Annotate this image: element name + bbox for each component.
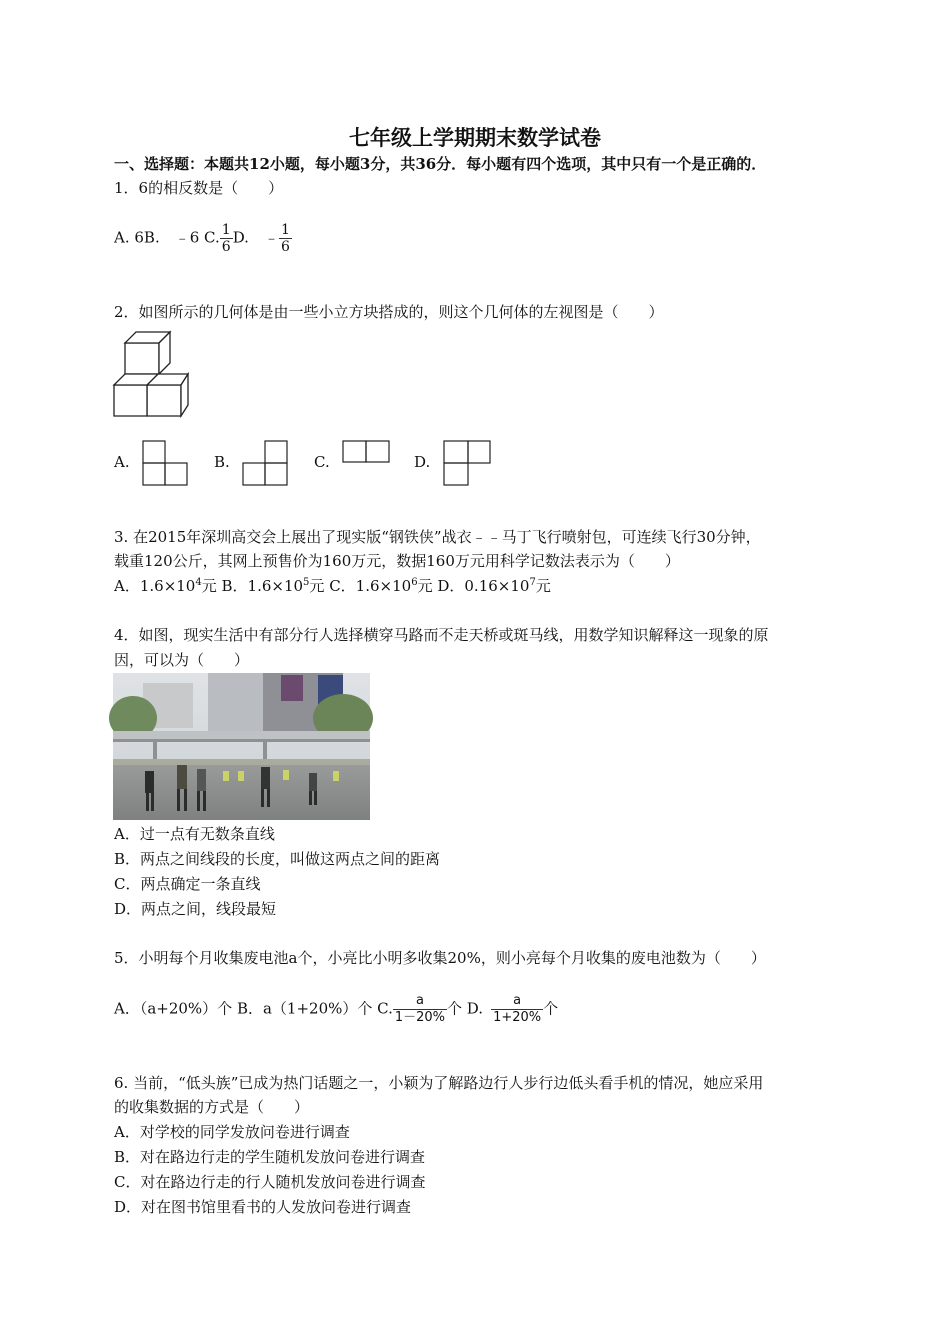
q2-option-c-figure bbox=[342, 440, 390, 466]
q5-d-numerator: a bbox=[513, 993, 522, 1008]
q1-option-a: A. 6 bbox=[114, 228, 144, 247]
q3-options bbox=[114, 576, 551, 596]
section-heading: 一、选择题：本题共12小题，每小题3分，共36分．每小题有四个选项，其中只有一个是正确的． bbox=[114, 155, 767, 173]
q5-stem: 5．小明每个月收集废电池a个，小亮比小明多收集20%，则小亮每个月收集的废电池数为（ ） bbox=[114, 949, 766, 967]
q2-cube-figure bbox=[112, 330, 192, 420]
q2-option-d-label: D. bbox=[414, 453, 431, 471]
q2-option-d-figure bbox=[443, 440, 493, 488]
q5-d-denominator: 1+20% bbox=[493, 1010, 542, 1025]
q4-option-d: D．两点之间，线段最短 bbox=[114, 900, 277, 918]
q3-option-a-unit: 元 bbox=[201, 577, 217, 595]
page-title: 七年级上学期期末数学试卷 bbox=[349, 125, 601, 150]
q5-options-ab: A．（a+20%）个 B．a（1+20%）个 C. bbox=[114, 999, 393, 1018]
q1-option-d-prefix: D. ﹣ bbox=[232, 228, 279, 247]
q3-option-a-exponent: 4 bbox=[195, 577, 202, 588]
q1-stem: 1．6的相反数是（ ） bbox=[114, 179, 284, 197]
q2-option-a-label: A. bbox=[114, 453, 130, 471]
q3-option-b-unit: 元 bbox=[309, 577, 325, 595]
q6-line1: 6. 当前，“低头族”已成为热门话题之一，小颖为了解路边行人步行边低头看手机的情况，她应采用 bbox=[114, 1074, 764, 1092]
q5-option-d-suffix: 个 bbox=[543, 999, 559, 1018]
q5-option-c-suffix: 个 D. bbox=[447, 999, 484, 1018]
q1-d-denominator: 6 bbox=[280, 239, 290, 255]
q4-line1: 4．如图，现实生活中有部分行人选择横穿马路而不走天桥或斑马线，用数学知识解释这一现象的原 bbox=[114, 626, 769, 644]
q2-stem: 2．如图所示的几何体是由一些小立方块搭成的，则这个几何体的左视图是（ ） bbox=[114, 303, 664, 321]
q3-option-b-exponent: 5 bbox=[303, 577, 310, 588]
q2-option-b-label: B. bbox=[214, 453, 230, 471]
q5-options bbox=[114, 993, 558, 1026]
q4-option-b: B．两点之间线段的长度，叫做这两点之间的距离 bbox=[114, 850, 441, 868]
q6-option-d: D．对在图书馆里看书的人发放问卷进行调查 bbox=[114, 1198, 412, 1216]
q3-option-c-exponent: 6 bbox=[411, 577, 418, 588]
q3-option-b: B．1.6×10 bbox=[216, 577, 304, 595]
q5-c-denominator: 1－20% bbox=[394, 1010, 446, 1025]
q5-option-d-fraction bbox=[491, 993, 543, 1026]
q1-option-b: B. ﹣6 bbox=[143, 228, 200, 247]
q3-line1: 3. 在2015年深圳高交会上展出了现实版“钢铁侠”战衣﹣﹣马丁飞行喷射包，可连续飞行30分钟， bbox=[114, 528, 761, 546]
q1-options bbox=[114, 222, 292, 255]
q5-option-c-fraction bbox=[393, 993, 447, 1026]
q4-street-photo bbox=[113, 673, 370, 820]
q6-option-a: A．对学校的同学发放问卷进行调查 bbox=[114, 1123, 350, 1141]
q5-c-numerator: a bbox=[415, 993, 424, 1008]
q1-option-d-fraction bbox=[279, 222, 292, 255]
q1-c-denominator: 6 bbox=[221, 239, 231, 255]
q1-c-numerator: 1 bbox=[221, 222, 231, 238]
q4-line2: 因，可以为（ ） bbox=[114, 651, 250, 669]
q2-option-b-figure bbox=[242, 440, 290, 488]
q4-option-c: C．两点确定一条直线 bbox=[114, 875, 261, 893]
q3-option-a: A．1.6×10 bbox=[114, 577, 196, 595]
q1-d-numerator: 1 bbox=[280, 222, 290, 238]
q3-option-d: D．0.16×10 bbox=[432, 577, 530, 595]
q6-option-c: C．对在路边行走的行人随机发放问卷进行调查 bbox=[114, 1173, 426, 1191]
q4-option-a: A．过一点有无数条直线 bbox=[114, 825, 275, 843]
q1-option-c-prefix: C. bbox=[204, 228, 220, 247]
q3-option-c-unit: 元 bbox=[417, 577, 433, 595]
q6-line2: 的收集数据的方式是（ ） bbox=[114, 1098, 310, 1116]
q3-option-c: C．1.6×10 bbox=[324, 577, 412, 595]
q3-option-d-exponent: 7 bbox=[529, 577, 536, 588]
q1-option-c-fraction bbox=[220, 222, 233, 255]
q3-line2: 载重120公斤，其网上预售价为160万元，数据160万元用科学记数法表示为（ ） bbox=[114, 552, 680, 570]
q3-option-d-unit: 元 bbox=[535, 577, 551, 595]
q2-option-c-label: C. bbox=[314, 453, 330, 471]
q6-option-b: B．对在路边行走的学生随机发放问卷进行调查 bbox=[114, 1148, 426, 1166]
q2-option-a-figure bbox=[142, 440, 190, 488]
